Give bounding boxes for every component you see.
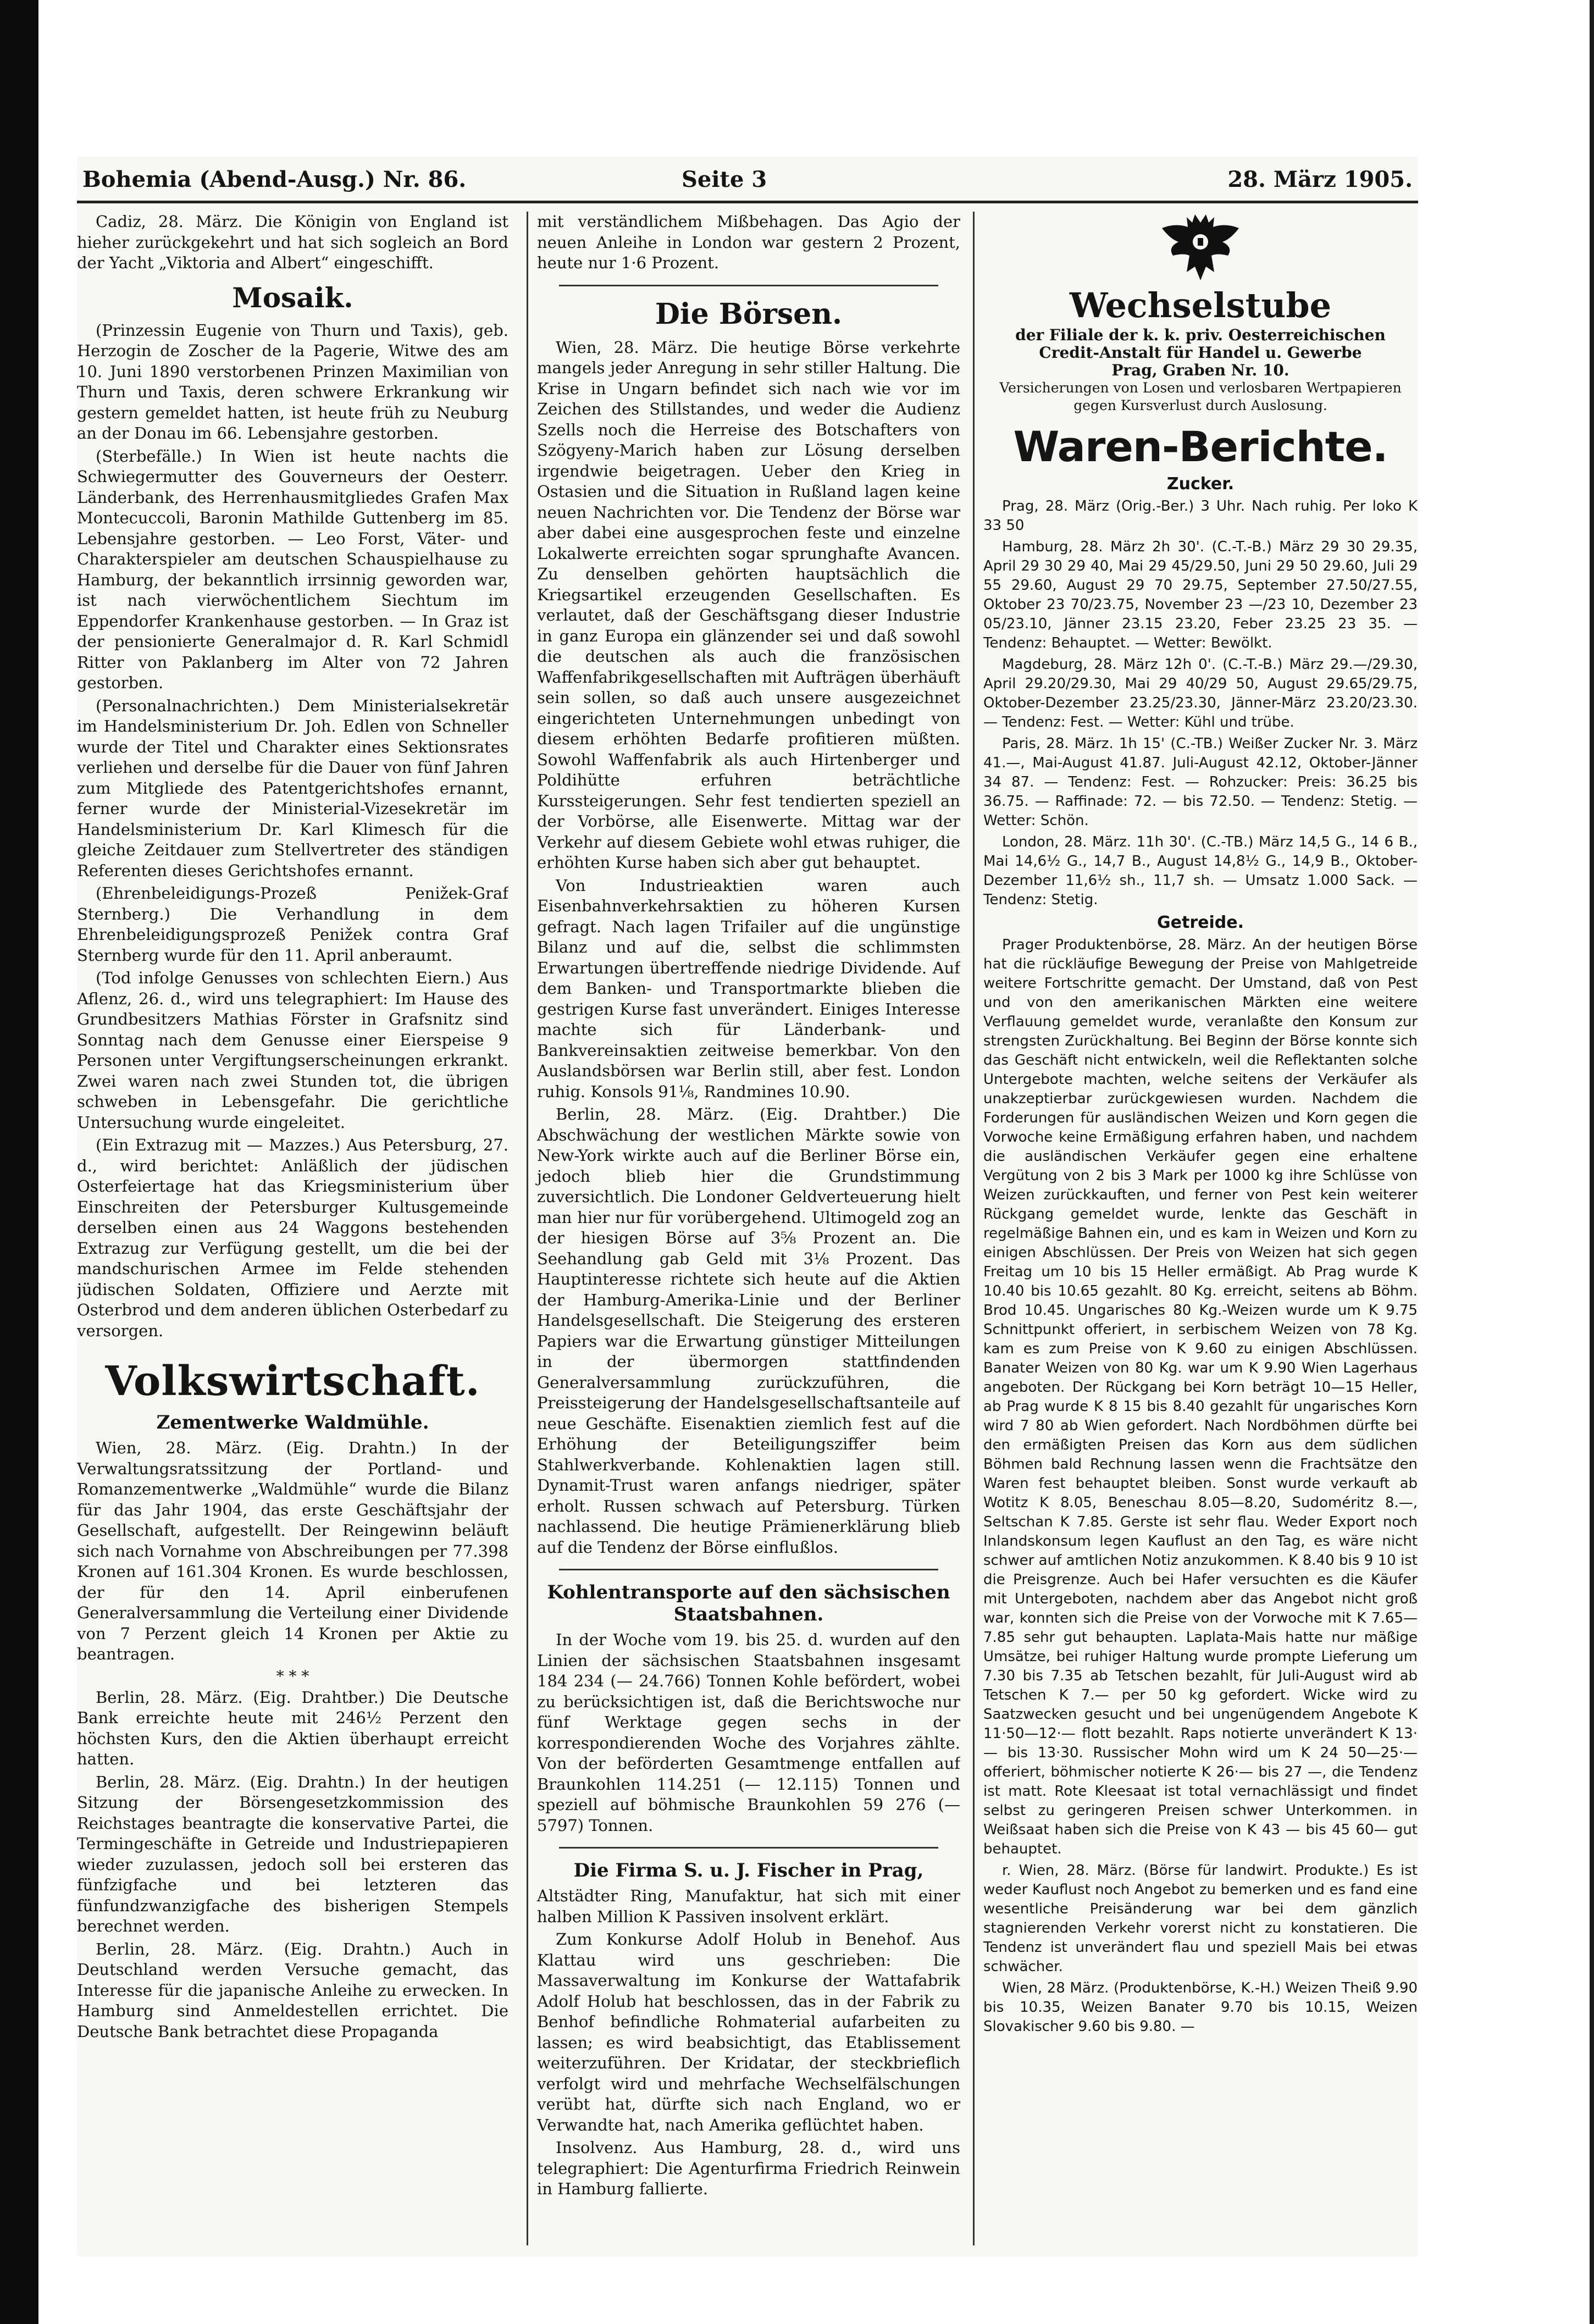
article-paragraph: Berlin, 28. März. (Eig. Drahtn.) In der heutigen Sitzung der Börsengesetzkommission des Reichstages beantragte die konservative Partei, die Termingeschäfte in Getreide und Industriepapieren wieder zuzulassen, jedoch soll bei ersteren das fünfzigfache und bei letzteren das fünfundzwanzigfache des bisherigen Stempels berechnet werden.: [77, 1772, 508, 1935]
article-paragraph: Berlin, 28. März. (Eig. Drahtber.) Die Abschwächung der westlichen Märkte sowie von New-York wirkte auch auf die Berliner Börse ein, jedoch blieb hier die Grundstimmung zuversichtlich. Die Londoner Geldverteuerung hielt man hier nur für vorübergehend. Ultimogeld zog an der hiesigen Börse auf 3⅝ Prozent an. Die Seehandlung gab Geld mit 3⅛ Prozent. Das Hauptinteresse richtete sich heute auf die Aktien der Hamburg-Amerika-Linie und der Berliner Handelsgesellschaft. Die Steigerung des ersteren Papiers war die Erwartung günstiger Mitteilungen in der übermorgen stattfindenden Generalversammlung zurückzuführen, die Preissteigerung der Handelsgesellschaftsanteile auf neue Geschäfte. Eisenaktien ziemlich fest auf die Erhöhung der Beteiligungsziffer beim Stahlwerkverbande. Kohlenaktien lagen still. Dynamit-Trust waren anfangs niedriger, später erholt. Russen schwach auf Petersburg. Türken nachlassend. Die heutige Prämienerklärung blieb auf die Tendenz der Börse einflußlos.: [537, 1105, 960, 1557]
market-paragraph: Prager Produktenbörse, 28. März. An der heutigen Börse hat die rückläufige Bewegung der Preise von Mahlgetreide weitere Fortschritte gemacht. Der Umstand, daß von Pest und von den amerikanischen Märkten eine weitere Verflauung gemeldet wurde, veranlaßte den Konsum zur strengsten Zurückhaltung. Bei Beginn der Börse konnte sich das Geschäft nicht entwickeln, weil die Reflektanten solche Untergebote machten, welche seitens der Verkäufer als unakzeptierbar zurückgewiesen wurden. Nachdem die Forderungen für ausländischen Weizen und Korn gegen die Vorwoche keine Ermäßigung erfahren haben, und nachdem die ausländischen Verkäufer gegen eine erhaltene Vergütung von 2 bis 3 Mark per 1000 kg ihre Schlüsse von Weizen zurückkauften, und ferner von Pest kein weiterer Rückgang gemeldet wurde, lenkte das Geschäft in regelmäßige Bahnen ein, und es kam in Weizen und Korn zu einigen Abschlüssen. Der Preis von Weizen hat sich gegen Freitag um 10 bis 15 Heller ermäßigt. Ab Prag wurde K 10.40 bis 10.65 gezahlt. 80 Kg. erreicht, seitens ab Böhm. Brod 10.45. Ungarisches 80 Kg.-Weizen wurde um K 9.75 Schnittpunkt offeriert, in serbischem Weizen von 78 Kg. kam es zum Preise von K 9.60 zu einigen Abschlüssen. Banater Weizen von 80 Kg. war um K 9.90 Wien Lagerhaus angeboten. Der Rückgang bei Korn beträgt 10—15 Heller, ab Prag wurde K 8 15 bis 8.40 gezahlt für ungarisches Korn wird 7 80 ab Wien gefordert. Nach Nordböhmen dürfte bei den ermäßigten Preisen das Korn aus dem südlichen Böhmen bald Rechnung lassen wenn die Frachtsätze den Waren fest behauptet bleiben. Sonst wurde verkauft ab Wotitz K 8.05, Beneschau 8.05—8.20, Sudoméritz 8.—, Seltschan K 7.85. Gerste ist sehr flau. Weder Export noch Inlandskonsum legen Kauflust an den Tag, es wäre nicht schwer auf amtlichen Notiz anzukommen. K 8.40 bis 9 10 ist die Preisgrenze. Auch bei Hafer versuchten es die Käufer mit Untergeboten, nachdem aber das Angebot nicht groß war, konnten sich die Preise von der Vorwoche mit K 7.65—7.85 sehr gut behaupten. Laplata-Mais hatte nur mäßige Umsätze, bei ruhiger Haltung wurde prompte Lieferung um 7.30 bis 7.35 ab Tetschen bezahlt, für Juli-August wird ab Tetschen K 7.— per 50 kg gefordert. Wicke wird zu Saatzwecken gesucht und bei ungenügendem Angebote K 11·50—12·— flott bezahlt. Raps notierte unverändert K 13·— bis 13·30. Russischer Mohn wird um K 24 50—25·— offeriert, böhmischer notierte K 26·— bis 27 —, die Tendenz ist matt. Rote Kleesaat ist total vernachlässigt und findet selbst zu geringeren Preisen schwer Unterkommen. in Weißsaat haben sich die Preise von K 43 — bis 45 60— gut behauptet.: [983, 937, 1418, 1857]
mosaik-item: (Ehrenbeleidigungs-Prozeß Penižek-Graf Sternberg.) Die Verhandlung in dem Ehrenbeleidigungsprozeß Penižek contra Graf Sternberg wurde für den 11. April anberaumt.: [77, 884, 508, 965]
market-paragraph: r. Wien, 28. März. (Börse für landwirt. Produkte.) Es ist weder Kauflust noch Angebot zu bemerken und es fand eine wesentliche Preisänderung war bei dem gänzlich stagnierenden Verkehr vorerst nicht zu konstatieren. Die Tendenz ist unverändert flau und speziell Mais bei etwas schwächer.: [983, 1862, 1418, 1975]
article-paragraph: Altstädter Ring, Manufaktur, hat sich mit einer halben Million K Passiven insolvent erklärt.: [537, 1886, 960, 1926]
newspaper-page: [77, 157, 1418, 2256]
divider-rule: [559, 1569, 938, 1570]
article-paragraph: Insolvenz. Aus Hamburg, 28. d., wird uns telegraphiert: Die Agenturfirma Friedrich Reinwein in Hamburg fallierte.: [537, 2138, 960, 2198]
market-paragraph: Hamburg, 28. März 2h 30'. (C.-T.-B.) März 29 30 29.35, April 29 30 29 40, Mai 29 45/29.50, Juni 29 50 29.60, Juli 29 55 29.60, August 29 70 29.75, September 27.50/27.55, Oktober 23 70/23.75, November 23 —/23 10, Dezember 23 05/23.10, Jänner 23.15 23.20, Feber 23.25 23 35. — Tendenz: Behauptet. — Wetter: Bewölkt.: [983, 539, 1418, 651]
market-paragraph: London, 28. März. 11h 30'. (C.-TB.) März 14,5 G., 14 6 B., Mai 14,6½ G., 14,7 B., August 14,8½ G., 14,9 B., Oktober-Dezember 11,6½ sh., 11,7 sh. — Umsatz 1.000 Sack. — Tendenz: Stetig.: [983, 834, 1418, 908]
article-paragraph: Von Industrieaktien waren auch Eisenbahnverkehrsaktien zu höheren Kursen gefragt. Nach lagen Trifailer auf die ungünstige Bilanz und auf die, selbst die schlimmsten Erwartungen übertreffende niedrige Dividende. Auf dem Banken- und Transportmarkte blieben die gestrigen Kurse fast unverändert. Einiges Interesse machte sich für Länderbank- und Bankvereinsaktien zeitweise bemerkbar. Von den Auslandsbörsen war Berlin still, aber fest. London ruhig. Konsols 91⅛, Randmines 10.90.: [537, 876, 960, 1101]
subtitle-zucker: Zucker.: [1166, 474, 1235, 494]
title-wechselstube: Wechselstube: [1069, 285, 1332, 325]
header-masthead: Bohemia (Abend-Ausg.) Nr. 86.: [82, 167, 467, 192]
subtitle-kohlentransporte: Kohlentransporte auf den sächsischen Staatsbahnen.: [547, 1581, 950, 1625]
article-paragraph: In der Woche vom 19. bis 25. d. wurden auf den Linien der sächsischen Staatsbahnen insgesamt 184 234 (— 24.766) Tonnen Kohle befördert, wobei zu berücksichtigen ist, daß die Berichtswoche nur fünf Werktage gegen sechs in der korrespondierenden Woche des Vorjahres zählte. Von der beförderten Gesamtmenge entfallen auf Braunkohlen 114.251 (— 12.115) Tonnen und speziell auf böhmische Braunkohlen 59 276 (— 5797) Tonnen.: [537, 1630, 960, 1835]
market-paragraph: Magdeburg, 28. März 12h 0'. (C.-T.-B.) März 29.—/29.30, April 29.20/29.30, Mai 29 40/29 50, August 29.65/29.75, Oktober-Dezember 23.25/23.30, Jänner-März 23.20/23.30. — Tendenz: Fest. — Wetter: Kühl und trübe.: [983, 656, 1418, 731]
mosaik-item: (Sterbefälle.) In Wien ist heute nachts die Schwiegermutter des Gouverneurs der Oesterr. Länderbank, des Herrenhausmitgliedes Grafen Max Montecuccoli, Baronin Mathilde Guttenberg im 85. Lebensjahre gestorben. — Leo Forst, Väter- und Charakterspieler am deutschen Schauspielhause zu Hamburg, der bekanntlich irrsinnig geworden war, ist nach vierwöchentlichem Siechtum im Eppendorfer Krankenhause gestorben. — In Graz ist der pensionierte Generalmajor d. R. Karl Schmidl Ritter von Paklanberg im Alter von 72 Jahren gestorben.: [77, 446, 508, 692]
subtitle-zementwerke: Zementwerke Waldmühle.: [156, 1412, 429, 1434]
subtitle-getreide: Getreide.: [1157, 913, 1244, 932]
mosaik-item: (Personalnachrichten.) Dem Ministerialsekretär im Handelsministerium Dr. Joh. Edlen von Schneller wurde der Titel und Charakter eines Sektionsrates verliehen und derselbe für die Dauer von fünf Jahren zum Mitgliede des Patentgerichtshofes ernannt, ferner wurde der Ministerial-Vizesekretär im Handelsministerium Dr. Karl Klimesch für die gleiche Zeitdauer zum Stellvertreter des ständigen Referenten dieses Gerichtshofes ernannt.: [77, 696, 508, 880]
article-paragraph: Berlin, 28. März. (Eig. Drahtn.) Auch in Deutschland werden Versuche gemacht, das Interesse für die japanische Anleihe zu erwecken. In Hamburg sind Anmeldestellen errichtet. Die Deutsche Bank betrachtet diese Propaganda: [77, 1939, 508, 2041]
wechsel-line: Prag, Graben Nr. 10.: [1111, 361, 1289, 379]
market-reports: [983, 474, 1418, 2037]
section-title-boersen: Die Börsen.: [655, 297, 843, 331]
scan-edge-left: [0, 0, 38, 2324]
article-paragraph: Wien, 28. März. Die heutige Börse verkehrte mangels jeder Anregung in sehr stiller Haltung. Die Krise in Ungarn befindet sich nach wie vor im Zeichen des Stillstandes, und weder die Audienz Szells noch die Herreise des Botschafters von Szögyeny-Marich haben zur Lösung derselben irgendwie beigetragen. Ueber den Krieg in Ostasien und die Situation in Rußland lagen keine neuen Nachrichten vor. Die Tendenz der Börse war aber dabei eine ausgesprochen feste und einzelne Lokalwerte erreichten sogar sprunghafte Avancen. Zu denselben gehörten hauptsächlich die Kriegsartikel erzeugenden Gesellschaften. Es verlautet, daß der Geschäftsgang dieser Industrie in ganz Europa ein glänzender sei und daß sowohl die deutschen als auch die französischen Waffenfabrikgesellschaften mit Aufträgen überhäuft sein sollen, so daß auch unsere ausgezeichnet eingerichteten Unternehmungen unbedingt von diesem erhöhten Bedarfe profitieren müßten. Sowohl Waffenfabrik als auch Hirtenberger und Poldihütte erfuhren beträchtliche Kurssteigerungen. Sehr fest tendierten speziell an der Vorbörse, alle Eisenwerte. Mittag war der Verkehr auf diesem Gebiete wohl etwas ruhiger, die erhöhten Kurse haben sich aber gut behauptet.: [537, 337, 960, 872]
market-paragraph: Wien, 28 März. (Produktenbörse, K.-H.) Weizen Theiß 9.90 bis 10.35, Weizen Banater 9.70 bis 10.15, Weizen Slovakischer 9.60 bis 9.80. —: [983, 1980, 1418, 2035]
mosaik-item: (Prinzessin Eugenie von Thurn und Taxis), geb. Herzogin de Zoscher de la Pagerie, Witwe des am 10. Juni 1890 verstorbenen Prinzen Maximilian von Thurn und Taxis, deren schwere Erkrankung wir gestern gemeldet hatten, ist heute früh zu Neuburg an der Donau im 66. Lebensjahre gestorben.: [77, 320, 508, 442]
article-paragraph: Berlin, 28. März. (Eig. Drahtber.) Die Deutsche Bank erreichte heute mit 246½ Perzent den höchsten Kurs, den die Aktien überhaupt erreicht hatten.: [77, 1687, 508, 1768]
article-paragraph: Zum Konkurse Adolf Holub in Benehof. Aus Klattau wird uns geschrieben: Die Massaverwaltung im Konkurse der Wattafabrik Adolf Holub hat beschlossen, das in der Fabrik zu Benhof befindliche Rohmaterial aufarbeiten zu lassen; es wird beabsichtigt, das Etablissement weiterzuführen. Der Kridatar, der steckbrieflich verfolgt wird und mehrfache Wechselfälschungen verübt hat, dürfte sich nach England, wo er Verwandte hat, nach Amerika geflüchtet haben.: [537, 1930, 960, 2134]
page-header: [77, 157, 1418, 203]
section-title-mosaik: Mosaik.: [232, 281, 353, 314]
wechsel-line: Credit-Anstalt für Handel u. Gewerbe: [1039, 344, 1362, 362]
scan-edge-right: [1590, 0, 1594, 2324]
header-page-number: Seite 3: [682, 167, 767, 192]
wechsel-line: Versicherungen von Losen und verlosbaren Wertpapieren gegen Kursverlust durch Auslosung.: [999, 380, 1402, 413]
divider-rule: [559, 285, 938, 286]
mosaik-item: (Tod infolge Genusses von schlechten Eiern.) Aus Aflenz, 26. d., wird uns telegraphiert: Im Hause des Grundbesitzers Mathias Förster in Grafsnitz sind Sonntag nach dem Genusse einer Eierspeise 9 Personen unter Vergiftungserscheinungen erkrankt. Zwei waren nach zwei Stunden tot, die übrigen schweben in Lebensgefahr. Die gerichtliche Untersuchung wurde eingeleitet.: [77, 969, 508, 1132]
wechsel-line: der Filiale der k. k. priv. Oesterreichischen: [1015, 326, 1386, 344]
market-paragraph: Paris, 28. März. 1h 15' (C.-TB.) Weißer Zucker Nr. 3. März 41.—, Mai-August 41.87. Juli-August 42.12, Oktober-Jänner 34 87. — Tendenz: Fest. — Rohzucker: Preis: 36.25 bis 36.75. — Raffinade: 72. — bis 72.50. — Tendenz: Stetig. — Wetter: Schön.: [983, 735, 1418, 829]
separator-stars: * * *: [276, 1667, 309, 1685]
continued-paragraph: mit verständlichem Mißbehagen. Das Agio der neuen Anleihe in London war gestern 2 Prozent, heute nur 1·6 Prozent.: [537, 212, 960, 272]
double-eagle-icon: [1159, 212, 1242, 283]
column-3: [973, 212, 1418, 2245]
market-paragraph: Prag, 28. März (Orig.-Ber.) 3 Uhr. Nach ruhig. Per loko K 33 50: [983, 498, 1418, 534]
article-paragraph: Wien, 28. März. (Eig. Drahtn.) In der Verwaltungsratssitzung der Portland- und Romanzementwerke „Waldmühle“ wurde die Bilanz für das Jahr 1904, das erste Geschäftsjahr der Gesellschaft, aufgestellt. Der Reingewinn beläuft sich nach Vornahme von Abschreibungen per 77.398 Kronen auf 161.304 Kronen. Es wurde beschlossen, der für den 14. April einberufenen Generalversammlung die Verteilung einer Dividende von 7 Perzent gleich 14 Kronen per Aktie zu beantragen.: [77, 1438, 508, 1663]
section-title-volkswirtschaft: Volkswirtschaft.: [105, 1358, 480, 1405]
title-waren-berichte: Waren-Berichte.: [1013, 422, 1388, 471]
intro-cadiz: Cadiz, 28. März. Die Königin von England ist hieher zurückgekehrt und hat sich sogleich an Bord der Yacht „Viktoria and Albert“ eingeschifft.: [77, 212, 508, 272]
mosaik-item: (Ein Extrazug mit — Mazzes.) Aus Petersburg, 27. d., wird berichtet: Anläßlich der jüdischen Osterfeiertage hat das Kriegsministerium über Einschreiten der Petersburger Kultusgemeinde derselben einen aus 24 Waggons bestehenden Extrazug zur Verfügung gestellt, um die bei der mandschurischen Armee im Felde stehenden jüdischen Soldaten, Offiziere und Aerzte mit Osterbrod und dem anderen üblichen Osterbedarf zu versorgen.: [77, 1136, 508, 1340]
column-1: [77, 212, 508, 2245]
subtitle-firma-fischer: Die Firma S. u. J. Fischer in Prag,: [573, 1860, 924, 1882]
divider-rule: [559, 1847, 938, 1849]
header-date: 28. März 1905.: [1227, 167, 1413, 192]
column-2: [527, 212, 960, 2245]
